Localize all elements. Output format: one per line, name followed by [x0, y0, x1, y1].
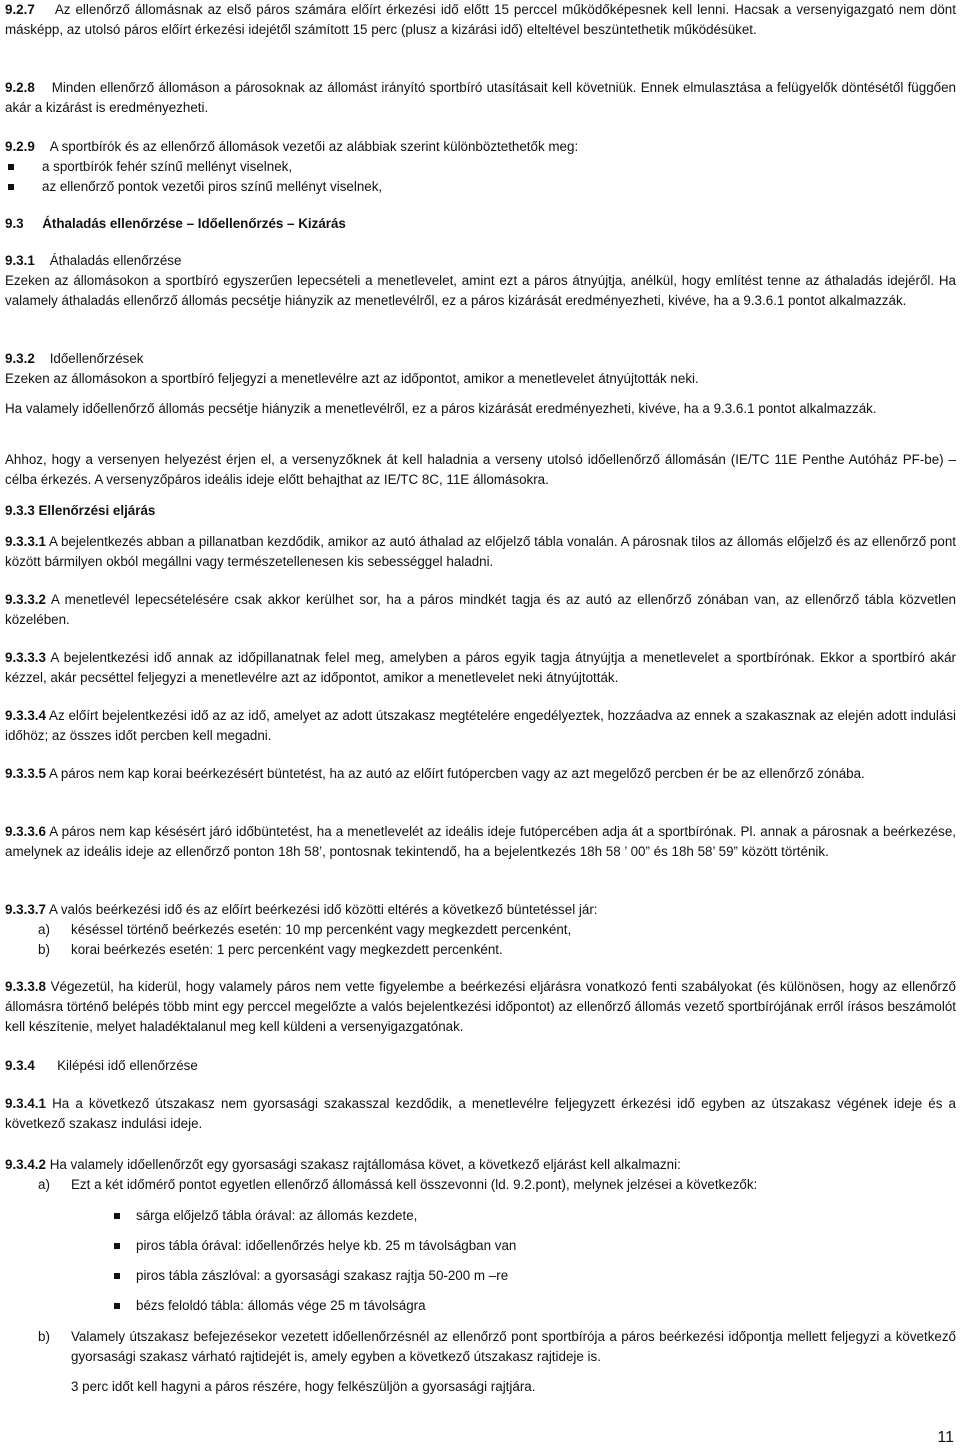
- paragraph-9-3-3-6: [5, 822, 956, 862]
- page-number: 11: [937, 1429, 954, 1446]
- bullet-text: bézs feloldó tábla: állomás vége 25 m távolságra: [136, 1298, 426, 1313]
- paragraph-9-3-3-5: [5, 764, 956, 784]
- section-number: 9.3.3.6: [5, 824, 46, 839]
- paragraph-9-3-3-8: [5, 977, 956, 1037]
- paragraph-9-3-3-3: [5, 648, 956, 688]
- bullet-text: az ellenőrző pontok vezetői piros színű mellényt viselnek,: [42, 179, 383, 194]
- section-number: 9.2.8: [5, 80, 35, 95]
- heading-9-3-1: [5, 251, 956, 271]
- paragraph-text: Ha a következő útszakasz nem gyorsasági szakasszal kezdődik, a menetlevélre feljegyzett érkezési idő egyben az útszakasz végének ideje és a következő szakasz indulási ideje.: [5, 1096, 956, 1131]
- paragraph-9-3-3-4: [5, 706, 956, 746]
- bullet-square-icon: [114, 1303, 120, 1309]
- paragraph-text: A sportbírók és az ellenőrző állomások vezetői az alábbiak szerint különböztethetők meg:: [49, 139, 579, 154]
- list-label: b): [38, 1329, 50, 1344]
- section-title: Időellenőrzések: [49, 351, 144, 366]
- paragraph-text: Minden ellenőrző állomáson a párosoknak az állomást irányító sportbíró utasításait kell követniük. Ennek elmulasztása a felügyelők döntésétől függően akár a kizárást is eredményezheti.: [5, 80, 956, 115]
- paragraph-text: Végezetül, ha kiderül, hogy valamely páros nem vette figyelembe a beérkezési eljárásra vonatkozó fenti szabályokat (és különösen, hogy az ellenőrző állomásra történő belépés több mint egy perccel megelőzte a valós bejelentkezési időpontot) az ellenőrző állomás vezető sportbírójának erről írásos beszámolót kell készítenie, melyet haladéktalanul meg kell küldeni a versenyigazgatónak.: [5, 979, 956, 1034]
- list-label: b): [38, 942, 50, 957]
- section-title: Áthaladás ellenőrzése: [49, 253, 182, 268]
- list-text: Ezt a két időmérő pontot egyetlen ellenőrző állomássá kell összevonni (ld. 9.2.pont), melynek jelzései a következők:: [71, 1177, 758, 1192]
- section-number: 9.3.3.7: [5, 902, 46, 917]
- heading-9-3-3: 9.3.3 Ellenőrzési eljárás: [5, 503, 156, 518]
- section-number: 9.3.3.4: [5, 708, 46, 723]
- paragraph-9-3-3-2: [5, 590, 956, 630]
- list-item-b: [5, 1327, 956, 1367]
- paragraph-text: Ha valamely időellenőrzőt egy gyorsasági szakasz rajtállomása követ, a következő eljárást kell alkalmazni:: [49, 1157, 681, 1172]
- list-text: késéssel történő beérkezés esetén: 10 mp percenként vagy megkezdett percenként,: [71, 922, 572, 937]
- heading-9-3-4: [5, 1056, 956, 1076]
- paragraph-9-3-2-a: Ezeken az állomásokon a sportbíró feljegyzi a menetlevélre azt az időpontot, amikor a menetlevelet átnyújtották neki.: [5, 371, 699, 386]
- section-number: 9.3.3.5: [5, 766, 46, 781]
- paragraph-text: Az előírt bejelentkezési idő az az idő, amelyet az adott útszakasz megtételére engedélyeztek, hozzáadva az ennek a szakasznak az elején adott indulási időhöz; az összes időt percben kell megadni.: [5, 708, 957, 743]
- section-number: 9.3.3.1: [5, 534, 46, 549]
- bullet-text: piros tábla órával: időellenőrzés helye kb. 25 m távolságban van: [136, 1238, 517, 1253]
- paragraph-text: A bejelentkezés abban a pillanatban kezdődik, amikor az autó áthalad az előjelző tábla vonalán. A párosnak tilos az állomás előjelző és az ellenőrző pont között bármilyen okból megállni vagy természetellenesen kis sebességgel haladni.: [5, 534, 956, 569]
- heading-9-3: 9.3 Áthaladás ellenőrzése – Időellenőrzés – Kizárás: [5, 216, 346, 231]
- paragraph-9-3-4-2: [5, 1155, 956, 1175]
- bullet-square-icon: [8, 184, 14, 190]
- paragraph-9-3-3-1: [5, 532, 956, 572]
- paragraph-9-2-9: [5, 137, 956, 157]
- section-number: 9.3.4: [5, 1058, 35, 1073]
- bullet-text: sárga előjelző tábla órával: az állomás kezdete,: [136, 1208, 418, 1223]
- paragraph-9-3-2-b: Ha valamely időellenőrző állomás pecsétje hiányzik a menetlevélről, ez a páros kizárását eredményezheti, kivéve, ha a 9.3.6.1 pontot alkalmazzák.: [5, 401, 877, 416]
- list-item-a: [5, 1175, 956, 1195]
- section-number: 9.3.3.3: [5, 650, 46, 665]
- section-number: 9.3.4.2: [5, 1157, 46, 1172]
- bullet-square-icon: [114, 1243, 120, 1249]
- bullet-square-icon: [114, 1213, 120, 1219]
- section-number: 9.3.2: [5, 351, 35, 366]
- paragraph-9-3-4-1: [5, 1094, 956, 1134]
- section-number: 9.3.3.2: [5, 592, 46, 607]
- heading-9-3-2: [5, 349, 956, 369]
- paragraph-text: A bejelentkezési idő annak az időpillanatnak felel meg, amelyben a páros egyik tagja átnyújtja a menetlevelet a sportbírónak. Ekkor a sportbíró akár kézzel, akár pecséttel feljegyzi a menetlevélre azt az időpontot, amikor a menetlevelet neki átnyújtották.: [5, 650, 957, 685]
- list-label: a): [38, 1177, 50, 1192]
- paragraph-text: A páros nem kap korai beérkezésért büntetést, ha az autó az előírt futópercben vagy az azt megelőző percben ér be az ellenőrző zónába.: [48, 766, 865, 781]
- paragraph-9-2-7: [5, 0, 956, 40]
- paragraph-text: Az ellenőrző állomásnak az első páros számára előírt érkezési idő előtt 15 perccel működőképesnek kell lenni. Hacsak a versenyigazgató nem dönt másképp, az utolsó páros előírt érkezési idejétől számított 15 perc (plusz a kizárási idő) elteltével beszüntethetik működésüket.: [5, 2, 956, 37]
- list-text: Valamely útszakasz befejezésekor vezetett időellenőrzésnél az ellenőrző pont sportbírója a páros beérkezési időpontja mellett feljegyzi a következő gyorsasági szakasz várható rajtidejét is, amely egyben a következő útszakasz rajtideje is.: [71, 1329, 956, 1364]
- bullet-text: a sportbírók fehér színű mellényt viselnek,: [42, 159, 293, 174]
- paragraph-text: A páros nem kap késésért járó időbüntetést, ha a menetlevelét az ideális ideje futópercében adja át a sportbírónak. Pl. annak a párosnak a beérkezése, amelynek az ideális ideje az ellenőrző ponton 18h 58’, pontosnak tekintendő, ha a bejelentkezés 18h 58 ’ 00” és 18h 58’ 59” között történik.: [5, 824, 956, 859]
- section-number: 9.3.4.1: [5, 1096, 46, 1111]
- list-label: a): [38, 922, 50, 937]
- paragraph-text: A menetlevél lepecsételésére csak akkor kerülhet sor, ha a páros mindkét tagja és az autó az ellenőrző zónában van, az ellenőrző tábla közvetlen közelében.: [5, 592, 957, 627]
- section-number: 9.2.9: [5, 139, 35, 154]
- list-item: [5, 940, 956, 960]
- paragraph-text: A valós beérkezési idő és az előírt beérkezési idő közötti eltérés a következő büntetéssel jár:: [48, 902, 598, 917]
- list-item: [5, 920, 956, 940]
- section-number: 9.3.1: [5, 253, 35, 268]
- bullet-text: piros tábla zászlóval: a gyorsasági szakasz rajtja 50-200 m –re: [136, 1268, 509, 1283]
- paragraph-9-3-2-c: Ahhoz, hogy a versenyen helyezést érjen el, a versenyzőknek át kell haladnia a verseny utolsó időellenőrző állomásán (IE/TC 11E Penthe Autóház PF-be) – célba érkezés. A versenyzőpáros ideális ideje előtt behajthat az IE/TC 8C, 11E állomásokra.: [5, 452, 956, 487]
- bullet-square-icon: [8, 164, 14, 170]
- paragraph-9-3-3-7: [5, 900, 956, 920]
- section-number: 9.2.7: [5, 2, 35, 17]
- paragraph-9-3-1: Ezeken az állomásokon a sportbíró egyszerűen lepecsételi a menetlevelet, amint ezt a páros átnyújtja, anélkül, hogy említést tenne az áthaladás idejéről. Ha valamely áthaladás ellenőrző állomás pecsétje hiányzik az menetlevélről, ez a páros kizárását eredményezheti, kivéve, ha a 9.3.6.1 pontot alkalmazzák.: [5, 273, 956, 308]
- section-number: 9.3.3.8: [5, 979, 46, 994]
- bullet-square-icon: [114, 1273, 120, 1279]
- paragraph-9-2-8: [5, 78, 956, 118]
- section-title: Kilépési idő ellenőrzése: [57, 1058, 198, 1073]
- list-text: korai beérkezés esetén: 1 perc percenként vagy megkezdett percenként.: [71, 942, 503, 957]
- note-text: 3 perc időt kell hagyni a páros részére, hogy felkészüljön a gyorsasági rajtjára.: [71, 1379, 536, 1394]
